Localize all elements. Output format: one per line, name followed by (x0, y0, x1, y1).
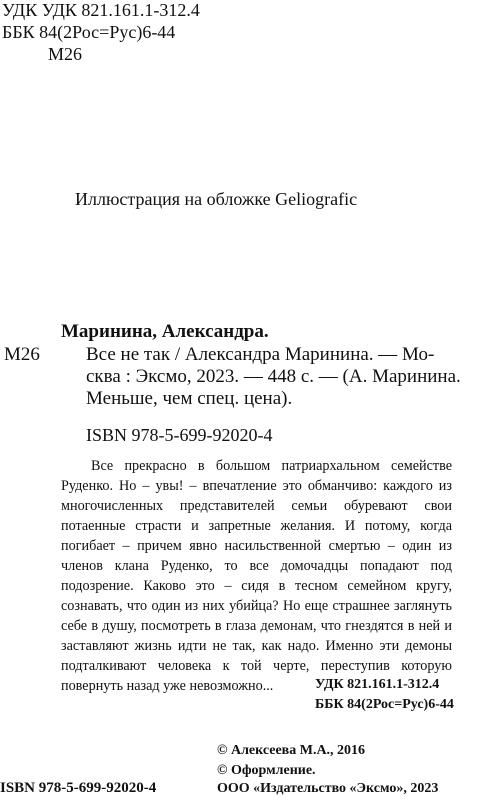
header-author-mark: М26 (48, 44, 83, 64)
footer-isbn: ISBN 978-5-699-92020-4 (0, 780, 157, 796)
header-udk: УДК УДК 821.161.1-312.4 (2, 0, 200, 20)
bib-author-mark: М26 (4, 344, 40, 365)
illustration-credit: Иллюстрация на обложке Geliografic (75, 189, 358, 209)
classification-bbk: ББК 84(2Рос=Рус)6-44 (315, 697, 454, 712)
bib-description-line-2: сква : Эксмо, 2023. — 448 с. — (А. Маринина. (86, 366, 461, 387)
annotation-text: Все прекрасно в большом патриархальном семействе Руденко. Но – увы! – впечатление это обманчиво: каждого из многочисленных представителей семьи обуревают свои потаенные страсти и запретные желания. И потому, когда погибает – причем явно насильственной смертью – один из членов клана Руденко, то все домочадцы попадают под подозрение. Каково это – сидя в тесном семейном кругу, сознавать, что один из них убийца? Но еще страшнее заглянуть себе в душу, посмотреть в глаза демонам, что гнездятся в ней и заставляют жизнь идти не так, как надо. Именно эти демоны подталкивают человека к той черте, переступив которую повернуть назад уже невозможно... (61, 458, 452, 694)
bib-author: Маринина, Александра. (61, 321, 269, 342)
copyright-author: © Алексеева М.А., 2016 (217, 743, 366, 758)
annotation (61, 456, 452, 696)
bib-description-line-3: Меньше, чем спец. цена). (86, 388, 293, 409)
copyright-publisher: ООО «Издательство «Эксмо», 2023 (217, 781, 439, 796)
bib-isbn: ISBN 978-5-699-92020-4 (86, 425, 273, 445)
copyright-design: © Оформление. (217, 763, 316, 778)
classification-udk: УДК 821.161.1-312.4 (315, 677, 440, 692)
bib-description-line-1: Все не так / Александра Маринина. — Мо- (86, 344, 435, 365)
header-bbk: ББК 84(2Рос=Рус)6-44 (2, 22, 176, 42)
